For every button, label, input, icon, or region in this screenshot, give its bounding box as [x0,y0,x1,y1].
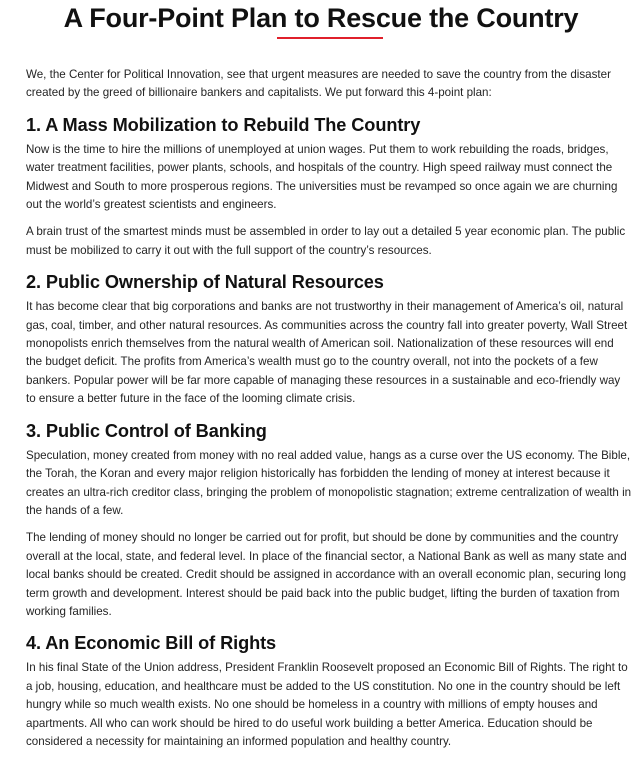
section-public-banking [26,419,632,622]
title-underline [277,37,383,39]
section-public-ownership [26,270,632,408]
section-paragraph: Speculation, money created from money with no real added value, hangs as a curse over the US economy. The Bible, the Torah, the Koran and every major religion historically has forbidden the lending of money at interest because it creates an ultra-rich creditor class, bringing the problem of monopolistic stagnation; extreme centralization of wealth in the hands of a few. [26,448,632,517]
section-paragraph: In his final State of the Union address, President Franklin Roosevelt proposed an Economic Bill of Rights. The right to a job, housing, education, and healthcare must be added to the US constitution. No one in the country should be left hungry while so much wealth exists. No one should be homeless in a country with millions of empty houses and apartments. All who can work should be hired to do useful work building a better America. Education should be considered a necessity for maintaining an informed population and healthy country. [26,661,628,748]
section-paragraph: A brain trust of the smartest minds must be assembled in order to lay out a detailed 5 year economic plan. The public must be mobilized to carry it out with the full support of the country’s resources. [26,225,626,257]
page-title: A Four-Point Plan to Rescue the Country [63,3,579,33]
section-economic-bill-of-rights [26,631,632,751]
section-mass-mobilization [26,113,632,260]
section-paragraph: Now is the time to hire the millions of unemployed at union wages. Put them to work rebuilding the roads, bridges, water treatment facilities, power plants, schools, and hospitals of the country. High speed railway must connect the Midwest and South to more prosperous regions. The universities must be revamped so once again we are churning out the world’s greatest scientists and engineers. [26,142,618,212]
intro-paragraph: We, the Center for Political Innovation, see that urgent measures are needed to save the country from the disaster created by the greed of billionaire bankers and capitalists. We put forward this 4-point plan: [26,68,611,100]
section-heading: 3. Public Control of Banking [26,420,267,441]
section-paragraph: The lending of money should no longer be carried out for profit, but should be done by communities and the country overall at the local, state, and federal level. In place of the financial sector, a National Bank as well as many state and local banks should be created. Credit should be assigned in accordance with an overall economic plan, securing long term growth and development. Interest should be paid back into the public budget, lifting the burden of taxation from working families. [26,531,627,618]
article-body [26,66,632,751]
section-heading: 2. Public Ownership of Natural Resources [26,272,384,293]
section-heading: 1. A Mass Mobilization to Rebuild The Country [26,114,421,135]
section-heading: 4. An Economic Bill of Rights [26,633,277,654]
section-paragraph: It has become clear that big corporations and banks are not trustworthy in their management of America’s oil, natural gas, coal, timber, and other natural resources. As communities across the country fall into greater poverty, Wall Street monopolists enrich themselves from the natural wealth of American soil. Nationalization of these resources will end the budget deficit. The profits from America’s wealth must go to the country overall, not into the pockets of a few bankers. Popular power will be far more capable of managing these resources in a sustainable and eco-friendly way to ensure a better future in the face of the looming climate crisis. [26,300,628,406]
